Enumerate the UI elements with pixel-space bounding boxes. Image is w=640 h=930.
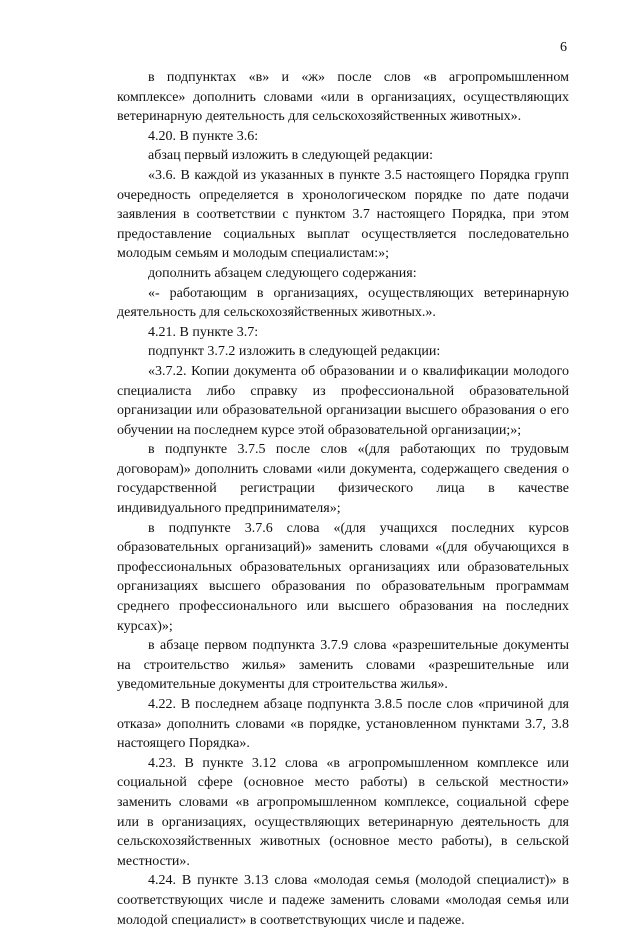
page-number: 6 bbox=[560, 40, 567, 55]
paragraph: подпункт 3.7.2 изложить в следующей редакции: bbox=[148, 344, 441, 360]
paragraph: абзац первый изложить в следующей редакции: bbox=[148, 148, 434, 164]
paragraph: 4.21. В пункте 3.7: bbox=[148, 324, 259, 340]
paragraph: в абзаце первом подпункта 3.7.9 слова «разрешительные документы на строительство жилья» заменить словами «разрешительные или уведомительные документы для строительства жилья». bbox=[117, 638, 569, 693]
paragraph: в подпунктах «в» и «ж» после слов «в агропромышленном комплексе» дополнить словами «или в организациях, осуществляющих ветеринарную деятельность для сельскохозяйственных животных». bbox=[117, 70, 569, 125]
paragraph: в подпункте 3.7.5 после слов «(для работающих по трудовым договорам)» дополнить словами «или документа, содержащего сведения о государственной регистрации физического лица в качестве индивидуального предпринимателя»; bbox=[117, 442, 569, 517]
paragraph: 4.20. В пункте 3.6: bbox=[148, 128, 259, 144]
paragraph: 4.23. В пункте 3.12 слова «в агропромышленном комплексе или социальной сфере (основное место работы) в сельской местности» заменить словами «в агропромышленном комплексе, социальной сфере или в организациях, осуществляющих ветеринарную деятельность для сельскохозяйственных животных (основное место работы), в сельской местности». bbox=[117, 755, 569, 869]
paragraph: 4.24. В пункте 3.13 слова «молодая семья (молодой специалист)» в соответствующих числе и падеже заменить словами «молодая семья или молодой специалист» в соответствующих числе и падеже. bbox=[117, 873, 569, 928]
paragraph: дополнить абзацем следующего содержания: bbox=[148, 265, 417, 281]
document-body bbox=[117, 68, 569, 930]
paragraph: «3.6. В каждой из указанных в пункте 3.5 настоящего Порядка групп очередность определяется в хронологическом порядке по дате подачи заявления в соответствии с пунктом 3.7 настоящего Порядка, при этом предоставление социальных выплат осуществляется последовательно молодым семьям и молодым специалистам:»; bbox=[117, 167, 569, 262]
paragraph: «3.7.2. Копии документа об образовании и о квалификации молодого специалиста либо справку из профессиональной образовательной организации или образовательной организации высшего образования о его обучении на последнем курсе этой образовательной организации;»; bbox=[117, 363, 569, 438]
paragraph: «- работающим в организациях, осуществляющих ветеринарную деятельность для сельскохозяйственных животных.». bbox=[117, 285, 569, 321]
paragraph: в подпункте 3.7.6 слова «(для учащихся последних курсов образовательных организаций)» заменить словами «(для обучающихся в профессиональных образовательных организациях или образовательных организациях высшего образования по образовательным программам среднего профессионального или высшего образования на последних курсах)»; bbox=[117, 520, 569, 634]
paragraph: 4.22. В последнем абзаце подпункта 3.8.5 после слов «причиной для отказа» дополнить словами «в порядке, установленном пунктами 3.7, 3.8 настоящего Порядка». bbox=[117, 697, 569, 752]
